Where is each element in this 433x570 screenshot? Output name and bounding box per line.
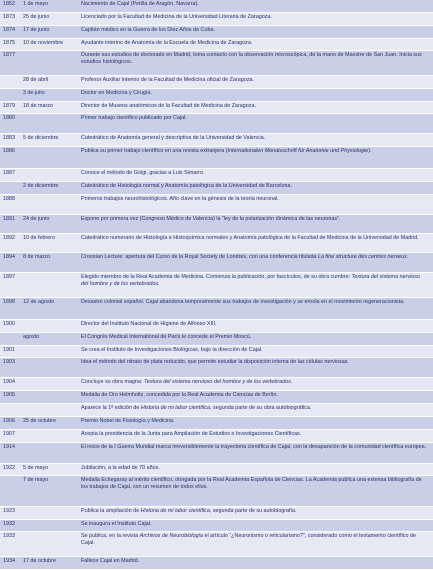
table-row	[0, 358, 433, 378]
table-row	[0, 430, 433, 443]
event-cell	[81, 253, 433, 261]
date-cell	[20, 443, 81, 444]
year-cell	[0, 476, 20, 477]
table-row	[0, 507, 433, 520]
event-cell	[81, 89, 433, 97]
year-cell: 1904	[3, 379, 15, 386]
table-row	[0, 391, 433, 404]
event-text-suffix: .	[406, 254, 409, 261]
date-cell	[20, 404, 81, 405]
event-cell	[81, 169, 433, 177]
table-row	[0, 417, 433, 430]
date-cell: 1 de mayo	[23, 1, 49, 7]
event-cell	[81, 417, 433, 425]
year-cell: 1907	[3, 430, 15, 437]
year-cell: 1875	[3, 39, 15, 46]
event-cell	[81, 404, 433, 412]
event-text: Primeros trabajos neurohistológicos. Año clave en la génesis de la teoría neuronal.	[81, 195, 279, 202]
event-cell	[81, 13, 433, 21]
year-cell: 1914	[3, 443, 15, 450]
table-row	[0, 0, 433, 13]
year-cell: 1879	[3, 102, 15, 109]
date-cell	[20, 391, 81, 392]
date-cell	[20, 346, 81, 347]
year-cell: 1898	[3, 298, 15, 305]
date-cell: 25 de octubre	[23, 417, 56, 424]
year-cell	[0, 89, 20, 90]
event-cell	[81, 134, 433, 142]
event-cell	[81, 476, 433, 490]
event-text-suffix: , segunda parte de su obra autobiográfica.	[210, 404, 312, 411]
table-row	[0, 253, 433, 273]
date-cell	[20, 51, 81, 52]
year-cell: 1887	[3, 170, 15, 177]
event-cell	[81, 346, 433, 354]
event-text: Licenciado por la Facultad de Medicina de la Universidad Literaria de Zaragoza.	[81, 13, 272, 20]
table-row	[0, 89, 433, 102]
date-cell	[20, 320, 81, 321]
table-row	[0, 346, 433, 359]
event-text: Doctor en Medicina y Cirugía.	[81, 89, 153, 96]
event-text: Durante sus estudios de doctorado en Madrid, toma contacto con la observación microscópica, de la mano de Maestre de San Juan. Inicia sus estudios histológicos.	[81, 52, 422, 65]
event-cell	[81, 273, 433, 287]
date-cell: 24 de junio	[23, 215, 50, 222]
date-cell: 2 de diciembre	[23, 183, 59, 190]
event-text: Capitán médico en la Guerra de los Diez Años de Cuba.	[81, 26, 215, 33]
event-cell	[81, 39, 433, 47]
table-row	[0, 26, 433, 39]
event-text: Jubilación, a la edad de 70 años.	[81, 464, 160, 471]
year-cell: 1922	[3, 464, 15, 471]
table-row	[0, 51, 433, 76]
date-cell: 8 de marzo	[23, 254, 50, 261]
table-row	[0, 182, 433, 195]
event-cell	[81, 391, 433, 399]
date-cell: 10 de febrero	[23, 234, 56, 241]
date-cell: 10 de noviembre	[23, 39, 64, 46]
event-text-suffix: .	[158, 280, 160, 287]
event-text: Catedrático numerario de Histología e Histoquímica normales y Anatomía patológica de la Facultad de Medicina de la Universidad de Madrid.	[81, 234, 419, 241]
event-cell	[81, 147, 433, 155]
event-cell	[81, 234, 433, 242]
event-text: Croonian Lecture: apertura del Curso de la Royal Society de Londres, con una conferencia titulada	[81, 254, 319, 261]
date-cell: 17 de octubre	[23, 557, 56, 564]
table-row	[0, 298, 433, 320]
event-title-italic: Textura del sistema nervioso del hombre y de los vertebrados	[143, 379, 291, 386]
table-row	[0, 215, 433, 234]
table-row	[0, 476, 433, 506]
event-text-suffix: ).	[368, 148, 372, 155]
date-cell: 12 de agosto	[23, 298, 55, 305]
date-cell	[20, 273, 81, 274]
event-text: Fallece Cajal en Madrid.	[81, 557, 140, 564]
table-row	[0, 102, 433, 115]
year-cell: 1873	[3, 13, 15, 20]
year-cell: 1901	[3, 346, 15, 353]
event-cell	[81, 333, 433, 341]
table-row	[0, 520, 433, 533]
table-row	[0, 378, 433, 391]
table-row	[0, 76, 433, 89]
event-cell	[81, 430, 433, 438]
event-text: Acepta la presidencia de la Junta para Ampliación de Estudios e Investigaciones Científicas.	[81, 430, 302, 437]
event-title-italic: Historia de mi labor científica	[140, 507, 210, 514]
date-cell	[20, 114, 81, 115]
event-title-italic: Textura del sistema nervioso del hombre y de los vertebrados	[81, 274, 420, 287]
event-text: Elegido miembro de la Real Academia de Medicina. Comienza la publicación, por fascículos, de su obra cumbre:	[81, 274, 352, 281]
table-row	[0, 39, 433, 52]
year-cell: 1934	[3, 557, 15, 564]
event-cell	[81, 51, 433, 65]
year-cell: 1923	[3, 507, 15, 514]
year-cell	[0, 333, 20, 334]
year-cell: 1891	[3, 215, 15, 222]
event-cell	[81, 195, 433, 203]
date-cell: agosto	[23, 333, 40, 340]
table-row	[0, 443, 433, 464]
table-row	[0, 114, 433, 134]
date-cell	[20, 169, 81, 170]
event-cell	[81, 114, 433, 122]
date-cell: 5 de mayo	[23, 464, 49, 471]
event-title-italic: Historia de mi labor científica	[140, 404, 211, 411]
year-cell: 1892	[3, 234, 15, 241]
event-cell	[81, 520, 433, 528]
event-text: Primer trabajo científico publicado por Cajal.	[81, 115, 187, 122]
event-cell	[81, 102, 433, 110]
event-text: El Congrès Medical International de París le concede el Premio Moscú.	[81, 333, 252, 340]
event-text: Profesor Auxiliar interino de la Facultad de Medicina oficial de Zaragoza.	[81, 76, 254, 83]
date-cell	[20, 147, 81, 148]
table-row	[0, 464, 433, 477]
year-cell: 1906	[3, 417, 15, 424]
date-cell	[20, 532, 81, 533]
event-text: Se publica, en la revista	[81, 533, 140, 540]
event-text: Director del Instituto Nacional de Higiene de Alfonso XIII.	[81, 320, 217, 327]
year-cell: 1933	[3, 533, 15, 540]
event-text: Ayudante interino de Anatomía de la Escuela de Medicina de Zaragoza.	[81, 39, 253, 46]
date-cell	[20, 520, 81, 521]
event-text: Conoce el método de Golgi, gracias a Luis Simarro.	[81, 170, 205, 177]
table-row	[0, 195, 433, 215]
year-cell	[0, 404, 20, 405]
event-cell	[81, 182, 433, 190]
event-text: Publica su primer trabajo científico en una revista extranjera (	[81, 148, 228, 155]
event-text: Aparece la 1ª edición de	[81, 404, 141, 411]
year-cell: 1886	[3, 148, 15, 155]
event-cell	[81, 215, 433, 223]
event-cell	[81, 378, 433, 386]
event-cell	[81, 0, 433, 8]
event-text-suffix: el artículo “¿Neuronismo o reticularismo?”, considerado como el testamento científico de Cajal.	[81, 533, 416, 546]
date-cell: 17 de junio	[23, 26, 50, 33]
year-cell: 1905	[3, 392, 15, 399]
event-text: Premio Nobel de Fisiología y Medicina.	[81, 417, 175, 424]
event-text: Concluye su obra magna:	[81, 379, 144, 386]
year-cell: 1877	[3, 52, 15, 59]
year-cell: 1883	[3, 135, 15, 142]
event-text: Medalla Echegaray al mérito científico, otorgada por la Real Academia Española de Ciencias. La Academia publica una extensa bibliografía de los trabajos de Cajal, con un resumen de todos ellos.	[81, 477, 422, 490]
date-cell: 5 de diciembre	[23, 135, 59, 142]
event-text-suffix: .	[290, 379, 293, 386]
event-text: Catedrático de Histología normal y Anatomía patológica de la Universidad de Barcelona.	[81, 183, 292, 190]
date-cell	[20, 195, 81, 196]
year-cell: 1894	[3, 254, 15, 261]
year-cell: 1880	[3, 115, 15, 122]
event-cell	[81, 76, 433, 84]
event-cell	[81, 26, 433, 34]
event-text: Expone por primera vez (Congreso Médico de Valencia) la “ley de la polarización dinámica de las neuronas”.	[81, 215, 341, 222]
year-cell: 1852	[3, 1, 15, 7]
date-cell: 7 de mayo	[23, 477, 49, 484]
event-text: Publica la ampliación de	[81, 507, 141, 514]
event-text: Idea el método del nitrato de plata reducido, que permite estudiar la disposición interna de las células nerviosas.	[81, 359, 349, 366]
event-cell	[81, 443, 433, 451]
table-row	[0, 532, 433, 557]
date-cell: 3 de julio	[23, 89, 45, 96]
event-cell	[81, 507, 433, 515]
table-row	[0, 333, 433, 346]
event-text: Se crea el Instituto de Investigaciones Biológicas, bajo la dirección de Cajal.	[81, 346, 263, 353]
event-cell	[81, 464, 433, 472]
event-cell	[81, 358, 433, 366]
event-text: Desastre colonial español. Cajal abandona temporalmente sus trabajos de investigación y se enrola en el movimiento regeneracionista.	[81, 298, 405, 305]
table-row	[0, 134, 433, 147]
year-cell: 1888	[3, 195, 15, 202]
event-cell	[81, 298, 433, 306]
event-text: Medalla de Oro Helmholtz, concedida por la Real Academia de Ciencias de Berlín.	[81, 392, 278, 399]
event-text: Nacimiento de Cajal (Petilla de Aragón, Navarra).	[81, 1, 199, 7]
date-cell	[20, 378, 81, 379]
event-text: El inicio de la I Guerra Mundial marca irreversiblemente la trayectoria científica de Cajal, con la desaparición de la comunidad científica europea.	[81, 443, 427, 450]
event-cell	[81, 557, 433, 565]
event-title-italic: Internationalen Monatsschrift für Anatomie und Physiologie	[227, 148, 369, 155]
year-cell	[0, 76, 20, 77]
event-text: Se inaugura el Instituto Cajal.	[81, 520, 152, 527]
year-cell	[0, 182, 20, 183]
date-cell: 28 de abril	[23, 76, 49, 83]
table-row	[0, 169, 433, 182]
table-row	[0, 13, 433, 26]
table-row	[0, 273, 433, 298]
date-cell	[20, 507, 81, 508]
table-row	[0, 234, 433, 254]
event-text-suffix: , segunda parte de su autobiografía.	[209, 507, 297, 514]
year-cell: 1900	[3, 320, 15, 327]
event-title-italic: Archivos de Neurobiología	[139, 533, 203, 540]
table-row	[0, 557, 433, 570]
year-cell: 1897	[3, 274, 15, 281]
event-cell	[81, 320, 433, 328]
year-cell: 1932	[3, 520, 15, 527]
date-cell	[20, 430, 81, 431]
event-title-italic: La fine structure des centres nerveux	[318, 254, 407, 261]
table-row	[0, 404, 433, 417]
date-cell: 18 de marzo	[23, 102, 53, 109]
event-text: Director de Museos anatómicos de la Facultad de Medicina de Zaragoza.	[81, 102, 256, 109]
event-cell	[81, 532, 433, 546]
date-cell	[20, 358, 81, 359]
year-cell: 1874	[3, 26, 15, 33]
event-text: Catedrático de Anatomía general y descriptiva de la Universidad de Valencia.	[81, 135, 266, 142]
table-row	[0, 320, 433, 333]
date-cell: 25 de junio	[23, 13, 50, 20]
year-cell: 1903	[3, 359, 15, 366]
table-row	[0, 147, 433, 169]
